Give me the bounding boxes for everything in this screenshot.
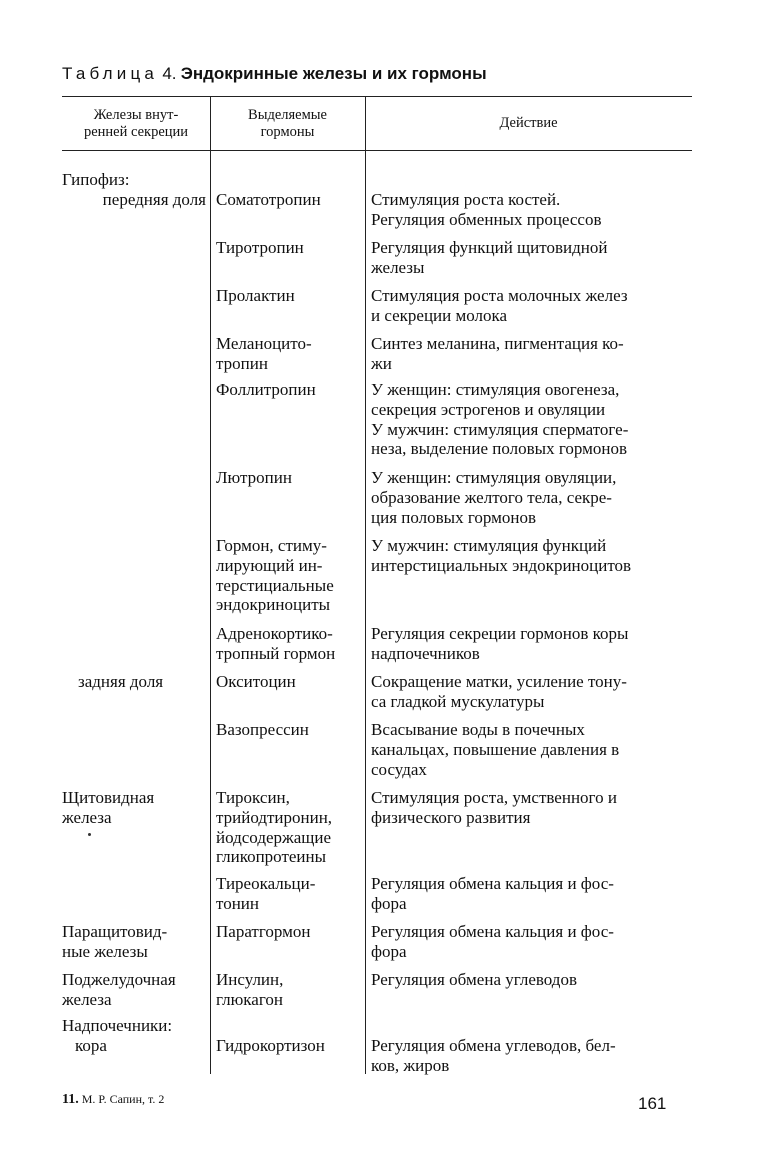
action-cell: Регуляция обмена углеводов — [371, 970, 577, 989]
table-number: 4. — [162, 64, 177, 83]
hormone-cell: Тироксин, трийодтиронин, йодсодержащие гликопротеины — [216, 788, 333, 867]
gland-cell: задняя доля — [78, 672, 164, 691]
table-label: Таблица — [62, 64, 159, 83]
action-cell: Стимуляция роста костей. Регуляция обменных процессов — [371, 190, 602, 229]
print-speck — [88, 833, 91, 836]
action-cell: Сокращение матки, усиление тону- са гладкой мускулатуры — [371, 672, 627, 711]
action-cell: Регуляция функций щитовидной железы — [371, 238, 608, 277]
hormone-cell: Окситоцин — [216, 672, 296, 691]
table-title — [62, 64, 487, 84]
action-cell: Регуляция секреции гормонов коры надпочечников — [371, 624, 629, 663]
hormone-cell: Адренокортико- тропный гормон — [216, 624, 336, 663]
action-cell: Регуляция обмена углеводов, бел- ков, жиров — [371, 1036, 616, 1075]
column-divider-1 — [210, 96, 211, 1074]
signature-number: 11. — [62, 1092, 79, 1107]
action-cell: У женщин: стимуляция овогенеза, секреция эстрогенов и овуляции У мужчин: стимуляция сперматоге- неза, выделение половых гормонов — [371, 380, 629, 459]
gland-cell: Щитовидная железа — [62, 788, 155, 827]
table-top-rule — [62, 96, 692, 97]
gland-cell: Поджелудочная железа — [62, 970, 176, 1009]
gland-cell: Паращитовид- ные железы — [62, 922, 168, 961]
table-title-text: Эндокринные железы и их гормоны — [180, 64, 487, 83]
table-header-rule — [62, 150, 692, 151]
hormone-cell: Тиреокальци- тонин — [216, 874, 316, 913]
page-number: 161 — [638, 1094, 667, 1113]
action-cell: Всасывание воды в почечных канальцах, повышение давления в сосудах — [371, 720, 620, 779]
signature-mark — [62, 1092, 164, 1108]
action-cell: У женщин: стимуляция овуляции, образование желтого тела, секре- ция половых гормонов — [371, 468, 617, 527]
hormone-cell: Гидрокортизон — [216, 1036, 325, 1055]
action-cell: Регуляция обмена кальция и фос- фора — [371, 922, 614, 961]
gland-cell: Гипофиз: — [62, 170, 130, 189]
header-action: Действие — [499, 115, 558, 131]
hormone-cell: Лютропин — [216, 468, 292, 487]
gland-cell: Надпочечники: — [62, 1016, 173, 1035]
hormone-cell: Тиротропин — [216, 238, 304, 257]
hormone-cell: Меланоцито- тропин — [216, 334, 312, 373]
gland-cell: кора — [75, 1036, 107, 1055]
action-cell: Регуляция обмена кальция и фос- фора — [371, 874, 614, 913]
hormone-cell: Гормон, стиму- лирующий ин- терстициальные эндокриноциты — [216, 536, 334, 615]
column-divider-2 — [365, 96, 366, 1074]
action-cell: Стимуляция роста, умственного и физического развития — [371, 788, 617, 827]
action-cell: Синтез меланина, пигментация ко- жи — [371, 334, 624, 373]
signature-text: М. Р. Сапин, т. 2 — [81, 1092, 165, 1106]
header-hormones: Выделяемые гормоны — [248, 107, 327, 140]
gland-cell: передняя доля — [102, 190, 206, 209]
hormone-cell: Инсулин, глюкагон — [216, 970, 284, 1009]
action-cell: У мужчин: стимуляция функций интерстициальных эндокриноцитов — [371, 536, 632, 575]
hormone-cell: Пролактин — [216, 286, 295, 305]
hormone-cell: Паратгормон — [216, 922, 311, 941]
header-gland: Железы внут- ренней секреции — [83, 107, 189, 140]
hormone-cell: Фоллитропин — [216, 380, 316, 399]
hormone-cell: Соматотропин — [216, 190, 321, 209]
action-cell: Стимуляция роста молочных желез и секреции молока — [371, 286, 628, 325]
hormone-cell: Вазопрессин — [216, 720, 309, 739]
